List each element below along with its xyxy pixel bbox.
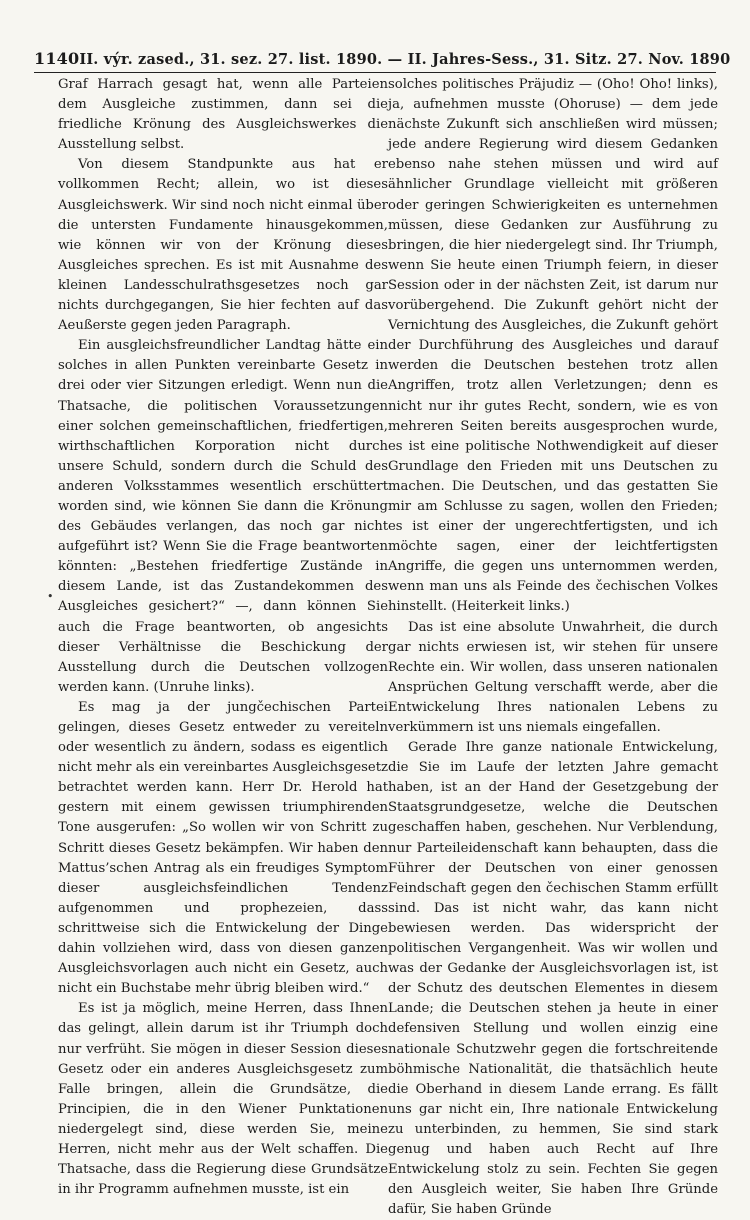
- page-number: 1140: [34, 49, 80, 68]
- left-column: [58, 75, 388, 1198]
- paragraph: solches politisches Präjudiz — (Oho! Oho! links), ja, aufnehmen musste (Ohoruse) — dem jede nächste Zukunft sich anschließen wird müssen; jede andere Regierung wird diesem Gedanken ebenso nahe stehen müssen und wird auf ähnlicher Grundlage vielleicht mit größeren oder geringen Schwierigkeiten es unternehmen müssen, diese Gedanken zur Ausführung zu bringen, die hier niedergelegt sind. Ihr Triumph, wenn Sie heute einen Triumph feiern, in dieser Session oder in der nächsten Zeit, ist darum nur vorübergehend. Die Zukunft gehört nicht der Vernichtung des Ausgleiches, die Zukunft gehört der Durchführung des Ausgleiches und darauf werden die Deutschen bestehen trotz allen Angriffen, trotz allen Verletzungen; denn es nicht nur ihr gutes Recht, sondern, wie es von mehreren Seiten bereits ausgesprochen wurde, es ist eine politische Nothwendigkeit auf dieser Grundlage den Frieden mit uns Deutschen zu machen. Die Deutschen, und das gestatten Sie mir am Schlusse zu sagen, wollen den Frieden; es ist einer der ungerechtfertigsten, und ich möchte sagen, einer der leichtfertigsten Angriffe, die gegen uns unternommen werden, wenn man uns als Feinde des čechischen Volkes hinstellt. (Heiterkeit links.): [388, 77, 718, 615]
- text-columns: [58, 75, 718, 1218]
- paragraph: Es ist ja möglich, meine Herren, dass Ihnen das gelingt, allein darum ist ihr Triumph doch nur verfrüht. Sie mögen in dieser Session dieses Gesetz oder ein anderes Ausgleichsgesetz zum Falle bringen, allein die Grundsätze, die Principien, die in den Wiener Punktationen niedergelegt sind, diese werden Sie, meine Herren, nicht mehr aus der Welt schaffen. Die Thatsache, dass die Regierung diese Grundsätze in ihr Programm aufnehmen musste, ist ein: [58, 1001, 388, 1198]
- running-header: [34, 42, 731, 73]
- paragraph: Graf Harrach gesagt hat, wenn alle Parteien dem Ausgleiche zustimmen, dann sei die friedliche Krönung des Ausgleichswerkes die Ausstellung selbst.: [58, 77, 388, 153]
- paragraph: Ein ausgleichsfreundlicher Landtag hätte ein solches in allen Punkten vereinbarte Gesetz in drei oder vier Sitzungen erledigt. Wenn nun die Thatsache, die politischen Voraussetzungen einer solchen gemeinschaftlichen, friedfertigen, wirthschaftlichen Korporation nicht durch unsere Schuld, sondern durch die Schuld des anderen Volksstammes wesentlich erschüttert worden sind, wie können Sie dann die Krönung des Gebäudes verlangen, das noch gar nicht aufgeführt ist? Wenn Sie die Frage beantworten könnten: „Bestehen friedfertige Zustände in diesem Lande, ist das Zustandekommen des Ausgleiches gesichert?“ —, dann können Sie auch die Frage beantworten, ob angesichts dieser Verhältnisse die Beschickung der Ausstellung durch die Deutschen vollzogen werden kann. (Unruhe links).: [58, 338, 388, 695]
- running-title: II. výr. zased., 31. sez. 27. list. 1890. — II. Jahres-Sess., 31. Sitz. 27. Nov. 1890: [79, 51, 731, 68]
- right-column: [388, 75, 718, 1218]
- paragraph: Von diesem Standpunkte aus hat er vollkommen Recht; allein, wo ist dieses Ausgleichswerk. Wir sind noch nicht einmal über die untersten Fundamente hinausgekommen, wie können wir von der Krönung dieses Ausgleiches sprechen. Es ist mit Ausnahme des kleinen Landesschulrathsgesetzes noch gar nichts durchgegangen, Sie hier fechten auf das Aeußerste gegen jeden Paragraph.: [58, 157, 388, 334]
- paragraph: Es mag ja der jungčechischen Partei gelingen, dieses Gesetz entweder zu vereiteln oder wesentlich zu ändern, sodass es eigentlich nicht mehr als ein vereinbartes Ausgleichsgesetz betrachtet werden kann. Herr Dr. Herold hat gestern mit einem gewissen triumphirenden Tone ausgerufen: „So wollen wir von Schritt zu Schritt dieses Gesetz bekämpfen. Wir haben den Mattus’schen Antrag als ein freudiges Symptom dieser ausgleichsfeindlichen Tendenz aufgenommen und prophezeien, dass schrittweise sich die Entwickelung der Dinge dahin vollziehen wird, dass von diesen ganzen Ausgleichsvorlagen auch nicht ein Gesetz, auch nicht ein Buchstabe mehr übrig bleiben wird.“: [58, 699, 388, 997]
- paragraph: Das ist eine absolute Unwahrheit, die durch gar nichts erwiesen ist, wir stehen für unsere Rechte ein. Wir wollen, dass unseren nationalen Ansprüchen Geltung verschafft werde, aber die Entwickelung Ihres nationalen Lebens zu verkümmern ist uns niemals eingefallen.: [388, 619, 718, 735]
- margin-mark: •: [47, 590, 54, 603]
- paragraph: Gerade Ihre ganze nationale Entwickelung, die Sie im Laufe der letzten Jahre gemacht haben, ist an der Hand der Gesetzgebung der Staatsgrundgesetze, welche die Deutschen geschaffen haben, geschehen. Nur Verblendung, nur Parteileidenschaft kann behaupten, dass die Führer der Deutschen von einer genossen Feindschaft gegen den čechischen Stamm erfüllt sind. Das ist nicht wahr, das kann nicht bewiesen werden. Das widerspricht der politischen Vergangenheit. Was wir wollen und was der Gedanke der Ausgleichsvorlagen ist, ist der Schutz des deutschen Elementes in diesem Lande; die Deutschen stehen ja heute in einer defensiven Stellung und wollen einzig eine nationale Schutzwehr gegen die fortschreitende böhmische Nationalität, die thatsächlich heute die Oberhand in diesem Lande errang. Es fällt uns gar nicht ein, Ihre nationale Entwickelung zu unterbinden, zu hemmen, Sie sind stark genug und haben auch Recht auf Ihre Entwickelung stolz zu sein. Fechten Sie gegen den Ausgleich weiter, Sie haben Ihre Gründe dafür, Sie haben Gründe: [388, 740, 718, 1218]
